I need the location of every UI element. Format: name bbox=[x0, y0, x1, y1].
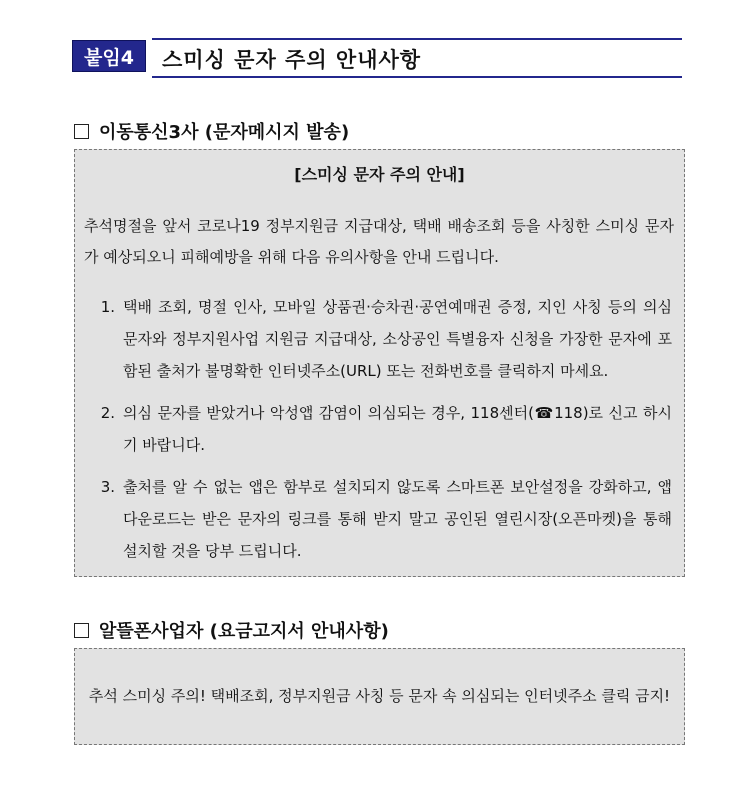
bill-notice-text: 추석 스미싱 주의! 택배조회, 정부지원금 사칭 등 문자 속 의심되는 인터넷주소 클릭 금지! bbox=[88, 687, 671, 705]
list-number: 3. bbox=[100, 478, 115, 496]
list-text: 택배 조회, 명절 인사, 모바일 상품권·승차권·공연예매권 증정, 지인 사칭 등의 의심 문자와 정부지원사업 지원금 지급대상, 소상공인 특별융자 신청을 가장한 문자에 포함된 출처가 불명확한 인터넷주소(URL) 또는 전화번호를 클릭하지 마세요. bbox=[123, 298, 672, 380]
section-heading-label: 이동통신3사 (문자메시지 발송) bbox=[99, 122, 350, 143]
list-item bbox=[75, 471, 672, 567]
list-text: 출처를 알 수 없는 앱은 함부로 설치되지 않도록 스마트폰 보안설정을 강화하고, 앱 다운로드는 받은 문자의 링크를 통해 받지 말고 공인된 열린시장(오픈마켓)을 통해 설치할 것을 당부 드립니다. bbox=[123, 478, 672, 560]
precaution-list bbox=[75, 291, 672, 567]
section-heading-mvno bbox=[74, 617, 389, 643]
bill-notice-box bbox=[74, 648, 685, 745]
list-number: 1. bbox=[100, 298, 115, 316]
page-title: 스미싱 문자 주의 안내사항 bbox=[162, 48, 422, 72]
box-title: [스미싱 문자 주의 안내] bbox=[294, 165, 465, 184]
page-header bbox=[72, 38, 682, 76]
checkbox-icon bbox=[74, 124, 89, 139]
checkbox-icon bbox=[74, 623, 89, 638]
list-item bbox=[75, 291, 672, 387]
list-item bbox=[75, 397, 672, 461]
attachment-tag: 붙임4 bbox=[72, 40, 146, 72]
title-bar bbox=[152, 38, 682, 78]
section-heading-carriers bbox=[74, 118, 349, 144]
list-number: 2. bbox=[100, 404, 115, 422]
sms-notice-box bbox=[74, 149, 685, 577]
intro-paragraph: 추석명절을 앞서 코로나19 정부지원금 지급대상, 택배 배송조회 등을 사칭한 스미싱 문자가 예상되오니 피해예방을 위해 다음 유의사항을 안내 드립니다. bbox=[84, 217, 674, 266]
list-text: 의심 문자를 받았거나 악성앱 감염이 의심되는 경우, 118센터(☎118)로 신고 하시기 바랍니다. bbox=[123, 404, 672, 454]
section-heading-label: 알뜰폰사업자 (요금고지서 안내사항) bbox=[99, 621, 389, 642]
